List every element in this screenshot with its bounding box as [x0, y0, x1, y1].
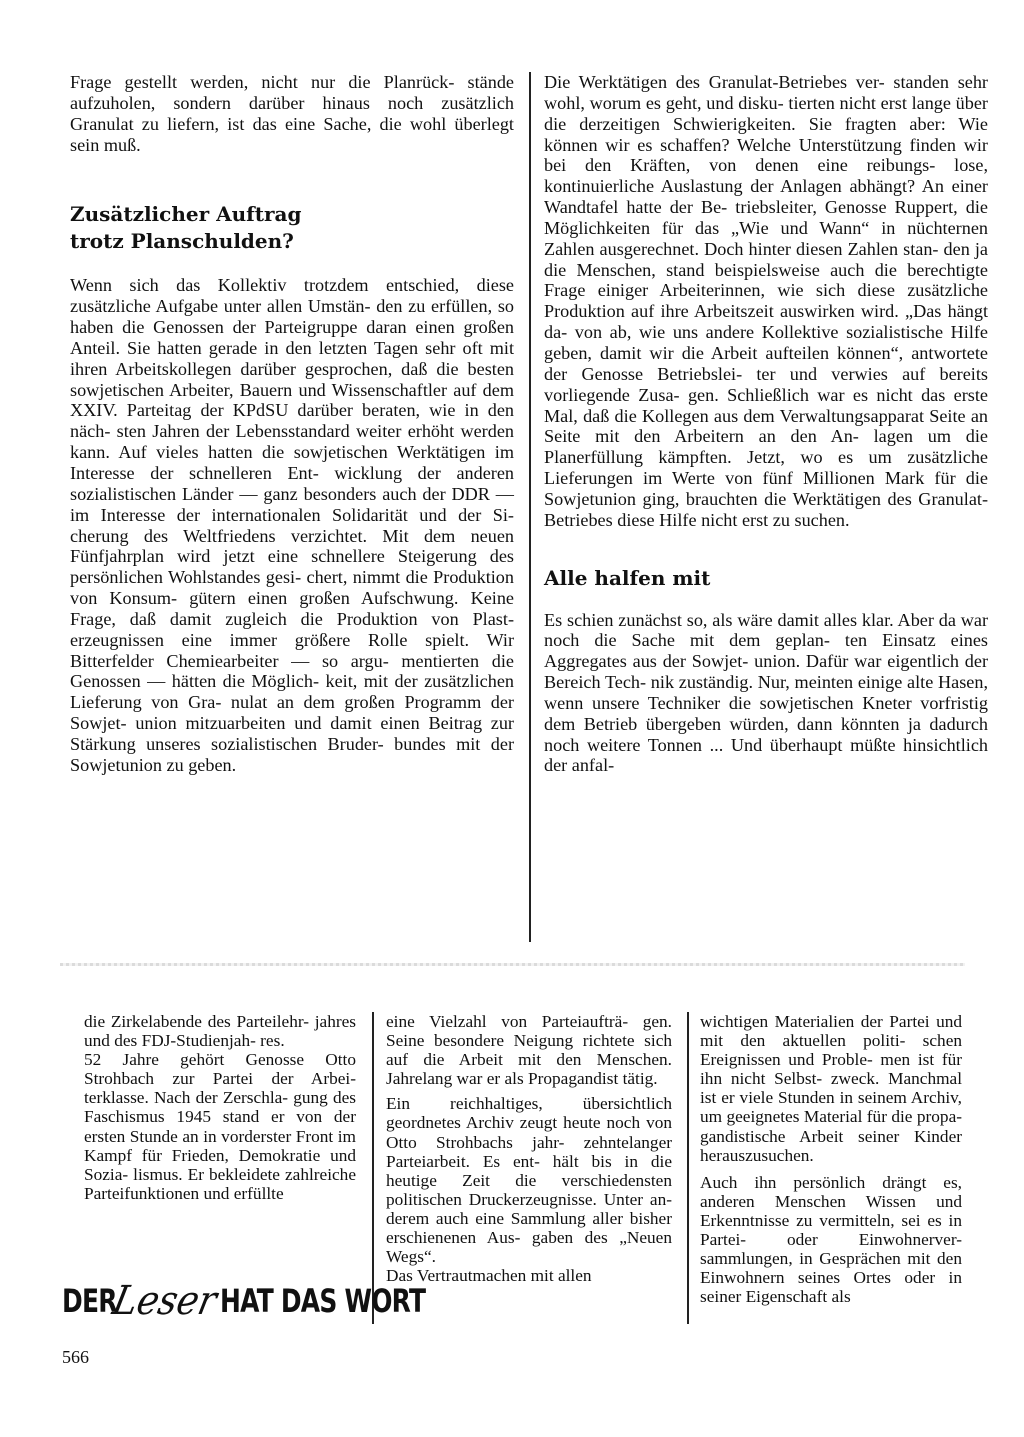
heading-line-2: trotz Planschulden? — [70, 229, 294, 254]
lower-column-3 — [700, 1012, 962, 1306]
lower-paragraph: Auch ihn persönlich drängt es, anderen Menschen Wissen und Erkenntnisse zu vermitteln, sei es in Partei- oder Einwohnerver- sammlungen, in Gesprächen mit den Einwohnern seines Ortes oder in seiner Eigenschaft als — [700, 1172, 962, 1307]
lower-paragraph: die Zirkelabende des Parteilehr- jahres und des FDJ-Studienjah- res. — [84, 1012, 356, 1051]
upper-right-column — [544, 72, 988, 776]
heading-line-1: Zusätzlicher Auftrag — [70, 202, 302, 227]
section-heading-zusaetzlicher-auftrag — [70, 201, 514, 255]
body-paragraph-2: Es schien zunächst so, als wäre damit alles klar. Aber da war noch die Sache mit dem geplan- ten Einsatz eines Aggregates aus der Sowjet- union. Dafür war eigentlich der Bereich Tech- nik zuständig. Nur, meinten einige alte Hasen, wenn unsere Techniker die sowjetischen Kneter vorfristig dem Betrieb übergeben würden, dann könnten ja dadurch noch weitere Tonnen ... Und überhaupt müßte hinsichtlich der anfal- — [544, 609, 988, 776]
lower-column-2 — [386, 1012, 672, 1285]
lower-paragraph: 52 Jahre gehört Genosse Otto Strohbach zur Partei der Arbei- terklasse. Nach der Zerschla- gung des Faschismus 1945 stand er von der ersten Stunde an in vorderster Front im Kampf für Frieden, Demokratie und Sozia- lismus. Er bekleidete zahlreiche Parteifunktionen und erfüllte — [84, 1050, 356, 1203]
section-heading-alle-halfen-mit: Alle halfen mit — [544, 565, 711, 590]
column-divider-lower-2 — [687, 1012, 689, 1324]
column-divider-lower-1 — [372, 1012, 374, 1324]
intro-paragraph: Frage gestellt werden, nicht nur die Planrück- stände aufzuholen, sondern darüber hinaus noch zusätzlich Granulat zu liefern, ist das eine Sache, die wohl überlegt sein muß. — [70, 72, 514, 155]
page-number: 566 — [62, 1347, 89, 1367]
column-divider-upper — [529, 72, 531, 942]
logo-der: DER — [62, 1282, 117, 1320]
lower-column-1 — [84, 1012, 356, 1203]
body-paragraph: Wenn sich das Kollektiv trotzdem entschied, diese zusätzliche Aufgabe unter allen Umstän- den zu erfüllen, so haben die Genossen der Parteigruppe daran einen großen Anteil. Sie hatten gerade in den letzten Tagen sehr oft mit ihren Arbeitskollegen darüber gesprochen, daß die besten sowjetischen Arbeiter, Bauern und Wissenschaftler auf dem XXIV. Parteitag der KPdSU darüber beraten, wie in den näch- sten Jahren der Lebensstandard weiter erhöht werden kann. Auf vieles hatten die sowjetischen Werktätigen im Interesse der schnelleren Ent- wicklung der anderen sozialistischen Länder — ganz besonders auch der DDR — im Interesse der internationalen Solidarität und der Si- cherung des Weltfriedens verzichtet. Mit dem neuen Fünfjahrplan wird jetzt eine schnellere Steigerung des persönlichen Wohlstandes gesi- chert, nimmt die Produktion von Konsum- gütern einen großen Aufschwung. Keine Frage, daß damit zugleich die Produktion von Plast- erzeugnissen eine immer größere Rolle spielt. Wir Bitterfelder Chemiearbeiter — so argu- mentierten die Genossen — hätten die Möglich- keit, mit der zusätzlichen Lieferung von Gra- nulat an dem großen Programm der Sowjet- union mitzuarbeiten und damit einen Beitrag zur Stärkung unseres sozialistischen Bruder- bundes mit der Sowjetunion zu geben. — [70, 275, 514, 775]
logo-hat-das-wort: HAT DAS WORT — [219, 1282, 425, 1320]
upper-left-column — [70, 72, 514, 776]
lower-paragraph: Das Vertrautmachen mit allen — [386, 1266, 592, 1286]
logo-leser-script: Leser — [108, 1278, 221, 1324]
lower-paragraph: Ein reichhaltiges, übersichtlich geordnetes Archiv zeugt heute noch von Otto Strohbachs jahr- zehntelanger Parteiarbeit. Es ent- hält bis in die heutige Zeit die verschiedensten politischen Druckerzeugnisse. Unter an- derem auch eine Sammlung aller bisher erschienenen Aus- gaben des „Neuen Wegs“. — [386, 1094, 672, 1267]
lower-paragraph: eine Vielzahl von Parteiaufträ- gen. Seine besondere Neigung richtete sich auf die Arbeit mit den Menschen. Jahrelang war er als Propagandist tätig. — [386, 1012, 672, 1089]
lower-paragraph: wichtigen Materialien der Partei und mit den aktuellen politi- schen Ereignissen und Proble- men ist für ihn nicht Selbst- zweck. Manchmal ist er viele Stunden in seinem Archiv, um geeignetes Material für die propa- gandistische Arbeit seiner Kinder herauszusuchen. — [700, 1012, 962, 1165]
body-paragraph-1: Die Werktätigen des Granulat-Betriebes ver- standen sehr wohl, worum es geht, und disku- tierten nicht erst lange über die derzeitigen Schwierigkeiten. Sie fragten aber: Wie können wir es schaffen? Welche Unterstützung finden wir bei den Kräften, von denen eine reibungs- lose, kontinuierliche Auslastung der Anlagen abhängt? An einer Wandtafel hatte der Be- triebsleiter, Genosse Ruppert, die Möglichkeiten für das „Wie und Wann“ in nüchternen Zahlen ausgerechnet. Doch hinter diesen Zahlen stan- den ja die Menschen, stand beispielsweise auch die berechtigte Frage einiger Arbeiterinnen, wie sich diese zusätzliche Produktion auf ihre Arbeitszeit auswirken wird. „Das hängt da- von ab, wie uns andere Kollektive sozialistische Hilfe geben, damit wir die Arbeit aufteilen können“, antwortete der Genosse Betriebslei- ter und verwies auf bereits vorliegende Zusa- gen. Schließlich war es nicht das erste Mal, daß die Kollegen aus dem Verwaltungsapparat Seite an Seite mit den Arbeitern an den An- lagen um die Planerfüllung kämpften. Jetzt, wo es um zusätzliche Lieferungen im Werte von fünf Millionen Mark für die Sowjetunion ging, brauchten die Werktätigen des Granulat- Betriebes diese Hilfe nicht erst zu suchen. — [544, 72, 988, 530]
section-separator — [60, 963, 965, 966]
der-leser-hat-das-wort-logo — [62, 1278, 425, 1324]
